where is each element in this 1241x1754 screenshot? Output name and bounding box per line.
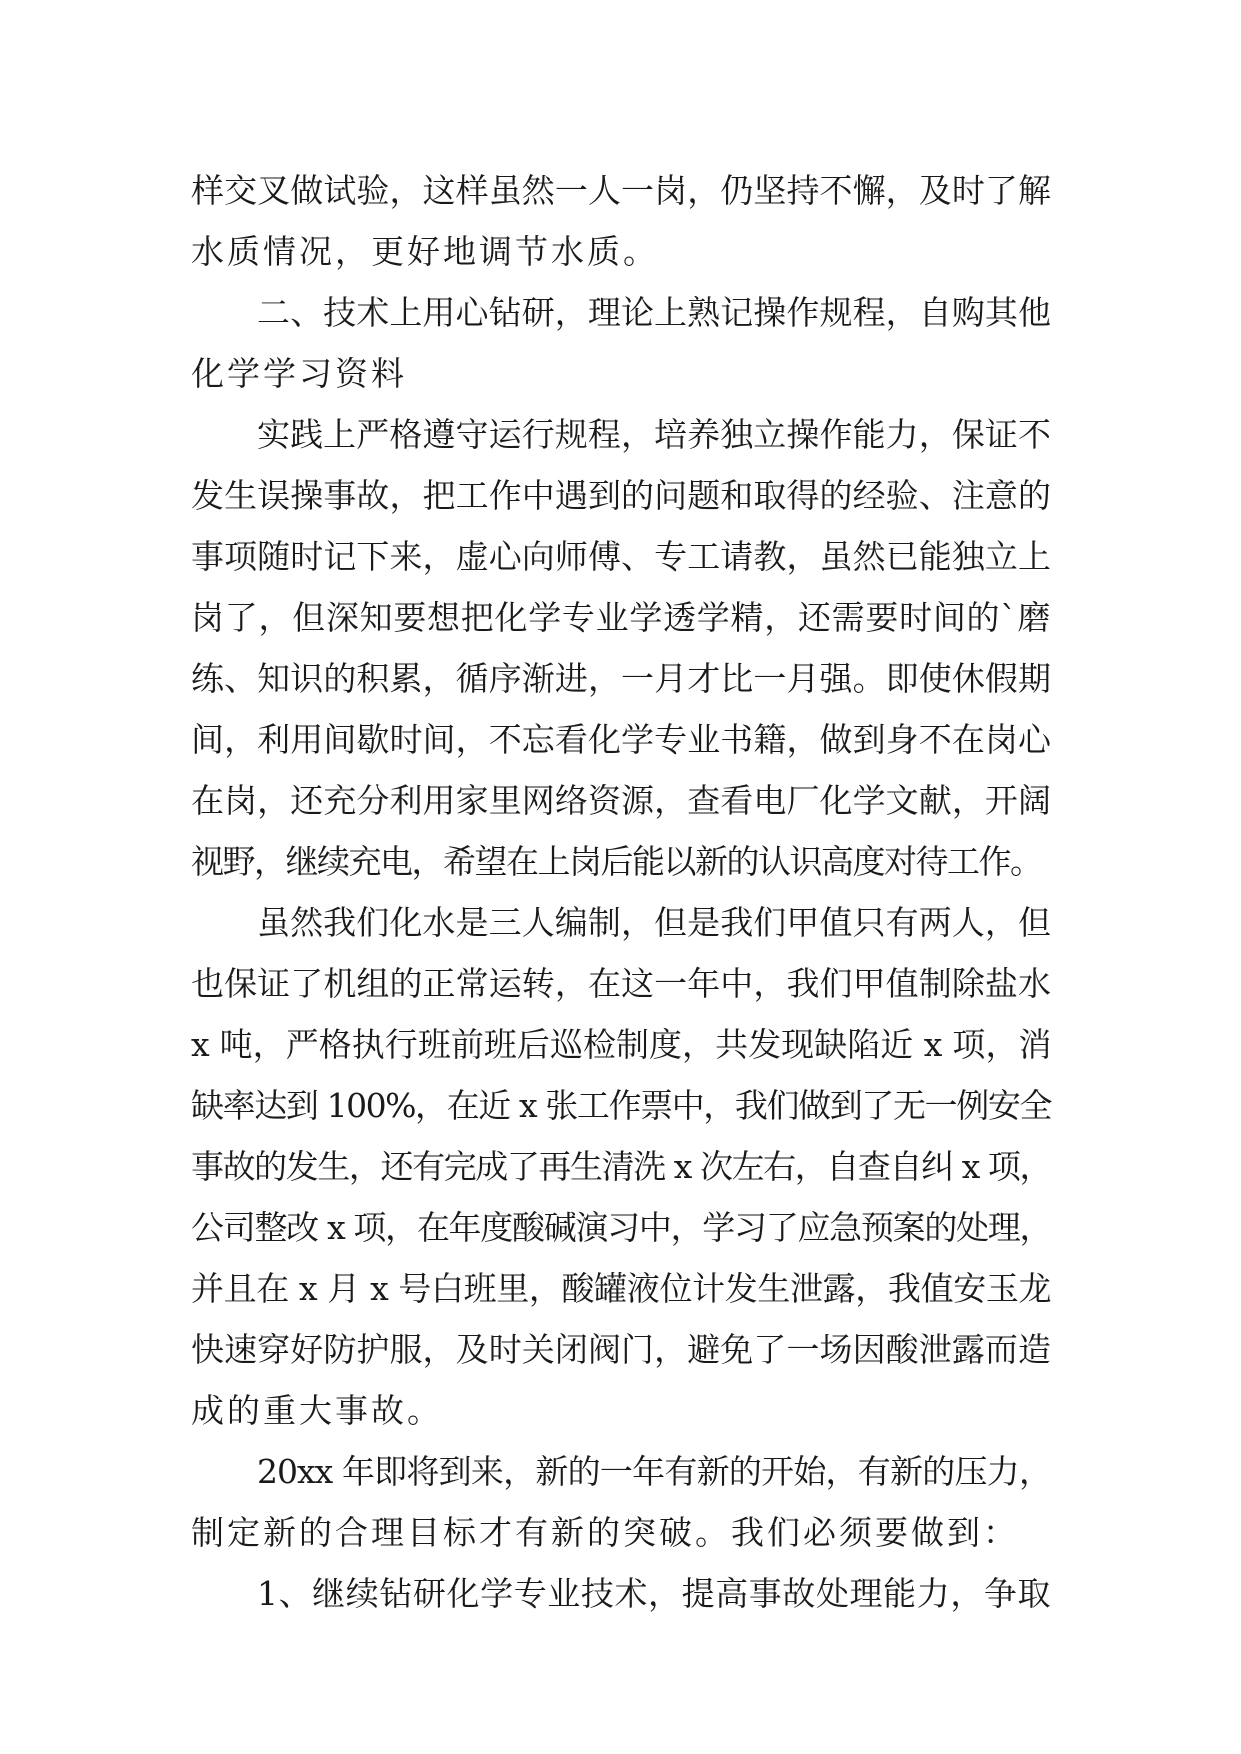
text-line: 也保证了机组的正常运转，在这一年中，我们甲值制除盐水 — [191, 964, 1051, 1003]
text-line: 视野，继续充电，希望在上岗后能以新的认识高度对待工作。 — [191, 842, 1042, 881]
list-item-line: 1、继续钻研化学专业技术，提高事故处理能力，争取 — [257, 1574, 1051, 1613]
text-line: 虽然我们化水是三人编制，但是我们甲值只有两人，但 — [257, 903, 1051, 942]
text-line: 制定新的合理目标才有新的突破。我们必须要做到： — [191, 1513, 1019, 1552]
text-line: 练、知识的积累，循序渐进，一月才比一月强。即使休假期 — [191, 659, 1051, 698]
section-heading-line: 二、技术上用心钻研，理论上熟记操作规程，自购其他 — [257, 293, 1051, 332]
text-line: 快速穿好防护服，及时关闭阀门，避免了一场因酸泄露而造 — [191, 1330, 1051, 1369]
text-line: 实践上严格遵守运行规程，培养独立操作能力，保证不 — [257, 415, 1051, 454]
text-line: 公司整改 x 项，在年度酸碱演习中，学习了应急预案的处理， — [191, 1208, 1051, 1247]
text-line: 间，利用间歇时间，不忘看化学专业书籍，做到身不在岗心 — [191, 720, 1051, 759]
document-body — [191, 160, 1051, 1624]
text-line: 成的重大事故。 — [191, 1391, 443, 1430]
text-line: 缺率达到 100%，在近 x 张工作票中，我们做到了无一例安全 — [191, 1086, 1051, 1125]
text-line: 并且在 x 月 x 号白班里，酸罐液位计发生泄露，我值安玉龙 — [191, 1269, 1051, 1308]
text-line: x 吨，严格执行班前班后巡检制度，共发现缺陷近 x 项，消 — [191, 1025, 1051, 1064]
text-line: 岗了，但深知要想把化学专业学透学精，还需要时间的`磨 — [191, 598, 1051, 637]
text-line: 20xx 年即将到来，新的一年有新的开始，有新的压力， — [257, 1452, 1051, 1491]
section-heading-line: 化学学习资料 — [191, 354, 407, 393]
text-line: 水质情况，更好地调节水质。 — [191, 232, 659, 271]
text-line: 样交叉做试验，这样虽然一人一岗，仍坚持不懈，及时了解 — [191, 171, 1051, 210]
text-line: 事故的发生，还有完成了再生清洗 x 次左右，自查自纠 x 项， — [191, 1147, 1051, 1186]
text-line: 事项随时记下来，虚心向师傅、专工请教，虽然已能独立上 — [191, 537, 1051, 576]
text-line: 发生误操事故，把工作中遇到的问题和取得的经验、注意的 — [191, 476, 1051, 515]
text-line: 在岗，还充分利用家里网络资源，查看电厂化学文献，开阔 — [191, 781, 1051, 820]
